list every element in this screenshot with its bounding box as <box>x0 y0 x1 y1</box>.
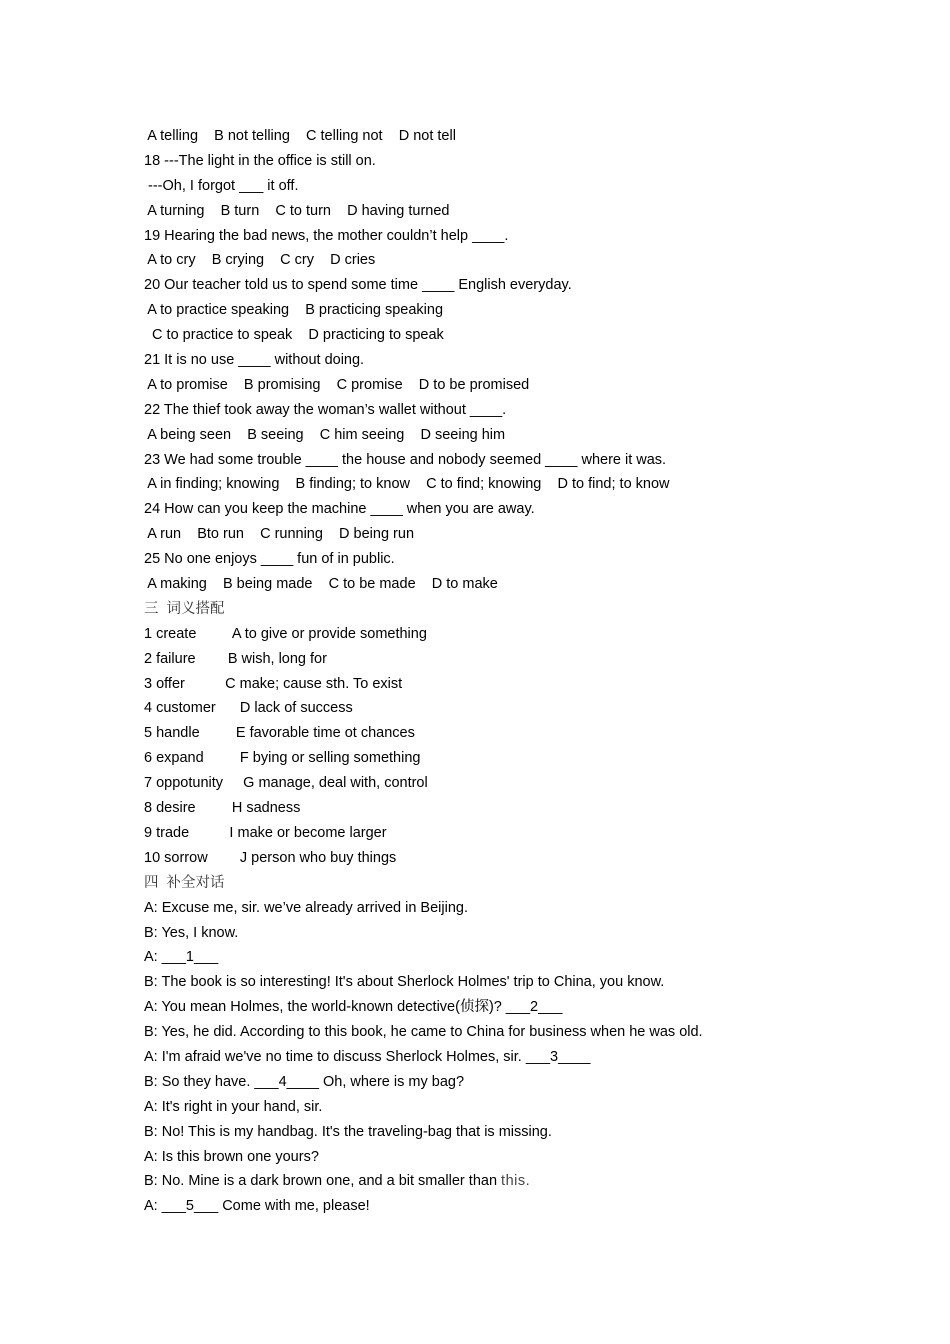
section-3-heading: 三 词义搭配 <box>144 600 225 617</box>
match-item-8: 8 desire H sadness <box>144 800 301 817</box>
q24-question: 24 How can you keep the machine ____ when you are away. <box>144 501 535 518</box>
q21-options: A to promise B promising C promise D to be promised <box>144 376 530 393</box>
match-item-2: 2 failure B wish, long for <box>144 650 327 667</box>
dialogue-line: B: Yes, I know. <box>144 924 239 941</box>
dialogue-line: A: I'm afraid we've no time to discuss Sherlock Holmes, sir. ___3____ <box>144 1048 591 1065</box>
dialogue-line-mine-text: B: No. Mine is a dark brown one, and a bit smaller than <box>144 1173 502 1190</box>
q25-question: 25 No one enjoys ____ fun of in public. <box>144 551 395 568</box>
q18-options: A turning B turn C to turn D having turned <box>144 202 450 219</box>
q21-question: 21 It is no use ____ without doing. <box>144 352 365 369</box>
dialogue-line: B: No! This is my handbag. It's the traveling-bag that is missing. <box>144 1123 552 1140</box>
q19-question: 19 Hearing the bad news, the mother couldn’t help ____. <box>144 227 509 244</box>
q17-options: A telling B not telling C telling not D not tell <box>144 128 456 144</box>
q20-question: 20 Our teacher told us to spend some time ____ English everyday. <box>144 277 572 294</box>
dialogue-line: B: The book is so interesting! It's about Sherlock Holmes' trip to China, you know. <box>144 974 665 991</box>
match-item-7: 7 oppotunity G manage, deal with, control <box>144 775 428 792</box>
document-content <box>144 124 844 1219</box>
q24-options: A run Bto run C running D being run <box>144 526 415 543</box>
q18-question-cont: ---Oh, I forgot ___ it off. <box>144 177 299 194</box>
q23-options: A in finding; knowing B finding; to know C to find; knowing D to find; to know <box>144 476 670 493</box>
dialogue-line: A: Excuse me, sir. we’ve already arrived in Beijing. <box>144 899 468 916</box>
section-4-heading: 四 补全对话 <box>144 874 225 891</box>
dialogue-line: B: So they have. ___4____ Oh, where is my bag? <box>144 1073 465 1090</box>
dialogue-line: B: Yes, he did. According to this book, he came to China for business when he was old. <box>144 1024 703 1041</box>
match-item-10: 10 sorrow J person who buy things <box>144 849 397 866</box>
q22-options: A being seen B seeing C him seeing D seeing him <box>144 426 506 443</box>
dialogue-line-mine-tail: this. <box>501 1173 531 1190</box>
match-item-4: 4 customer D lack of success <box>144 700 353 717</box>
dialogue-line-mine <box>144 1169 844 1194</box>
match-item-6: 6 expand F bying or selling something <box>144 750 421 767</box>
dialogue-line: A: ___5___ Come with me, please! <box>144 1198 370 1215</box>
match-item-5: 5 handle E favorable time ot chances <box>144 725 415 742</box>
dialogue-line: A: It's right in your hand, sir. <box>144 1098 323 1115</box>
dialogue-line: A: You mean Holmes, the world-known detective(侦探)? ___2___ <box>144 999 563 1016</box>
q22-question: 22 The thief took away the woman’s wallet without ____. <box>144 401 507 418</box>
dialogue-line: A: Is this brown one yours? <box>144 1148 319 1165</box>
q20-options-2: C to practice to speak D practicing to speak <box>144 327 444 344</box>
q19-options: A to cry B crying C cry D cries <box>144 252 376 269</box>
match-item-3: 3 offer C make; cause sth. To exist <box>144 675 403 692</box>
q25-options: A making B being made C to be made D to make <box>144 576 498 593</box>
q20-options-1: A to practice speaking B practicing speaking <box>144 302 444 319</box>
match-item-9: 9 trade I make or become larger <box>144 824 387 841</box>
dialogue-line: A: ___1___ <box>144 949 219 966</box>
q18-question: 18 ---The light in the office is still on. <box>144 152 376 169</box>
match-item-1: 1 create A to give or provide something <box>144 625 427 642</box>
q23-question: 23 We had some trouble ____ the house and nobody seemed ____ where it was. <box>144 451 667 468</box>
